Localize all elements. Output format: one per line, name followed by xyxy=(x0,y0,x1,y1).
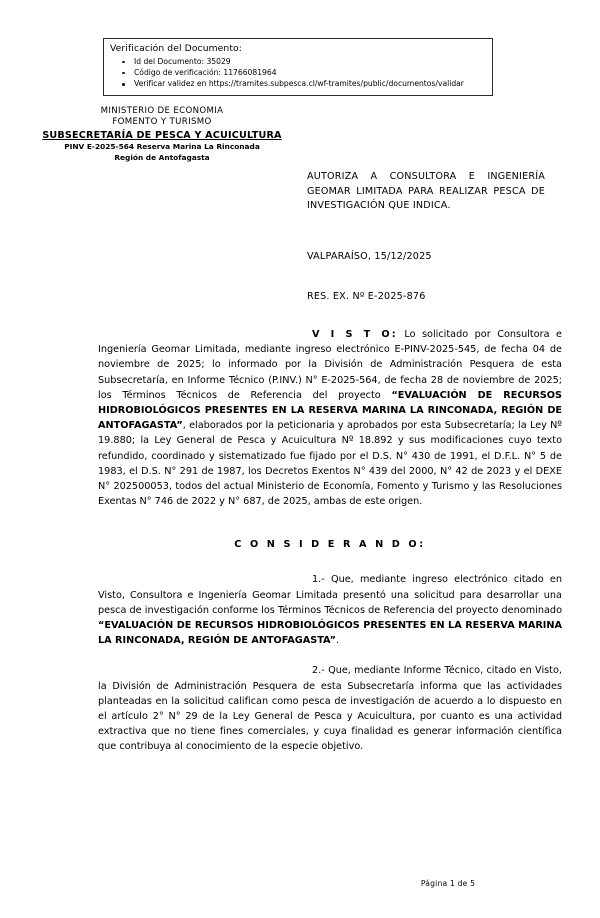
page-footer xyxy=(0,879,600,888)
considerando-2-number: 2.- xyxy=(312,665,325,677)
page-number-label: Página 1 de 5 xyxy=(420,879,476,888)
letterhead-ministry-line-1: MINISTERIO DE ECONOMIA xyxy=(100,106,224,116)
visto-label: V I S T O: xyxy=(312,329,398,340)
visto-project-title: “EVALUACIÓN DE RECURSOS HIDROBIOLÓGICOS PRESENTES EN LA RESERVA MARINA LA RINCONADA, REGIÓN DE ANTOFAGASTA” xyxy=(98,389,562,432)
document-body xyxy=(98,327,562,755)
considerando-heading: C O N S I D E R A N D O: xyxy=(234,539,426,551)
spacer-after-considerando xyxy=(98,550,562,572)
verification-list xyxy=(110,56,486,90)
document-subject: AUTORIZA A CONSULTORA E INGENIERÍA GEOMAR LIMITADA PARA REALIZAR PESCA DE INVESTIGACIÓN QUE INDICA. xyxy=(307,171,545,212)
verification-title: Verificación del Documento: xyxy=(110,43,242,54)
verification-item-code: Código de verificación: 11766081964 xyxy=(110,67,486,78)
considerando-1-text-part-2: . xyxy=(336,635,340,647)
letterhead-project-code: PINV E-2025-564 Reserva Marina La Rinconada xyxy=(64,142,260,152)
letterhead-ministry-line-2: FOMENTO Y TURISMO xyxy=(112,117,212,128)
considerando-1-project-title: “EVALUACIÓN DE RECURSOS HIDROBIOLÓGICOS PRESENTES EN LA RESERVA MARINA LA RINCONADA, REGIÓN DE ANTOFAGASTA” xyxy=(98,620,562,647)
spacer-before-considerando xyxy=(98,509,562,539)
spacer-between-items xyxy=(98,648,562,663)
visto-text-part-1: Lo solicitado por Consultora e Ingeniería Geomar Limitada, mediante ingreso electrónico E-PINV-2025-545, de fecha 04 de noviembre de 2025; lo informado por la División de Administración Pesquera de esta Subsecretaría, en Informe Técnico (P.INV.) N° E-2025-564, de fecha 28 de noviembre de 2025; los Términos Técnicos de Referencia del proyecto xyxy=(98,329,562,401)
verification-item-validation-url: Verificar validez en https://tramites.subpesca.cl/wf-tramites/public/documentos/validar xyxy=(110,78,486,89)
considerando-item-1 xyxy=(98,572,562,648)
verification-item-document-id: Id del Documento: 35029 xyxy=(110,56,486,67)
letterhead xyxy=(22,106,302,163)
letterhead-subsecretaria: SUBSECRETARÍA DE PESCA Y ACUICULTURA xyxy=(42,130,282,142)
resolution-number: RES. EX. Nº E-2025-876 xyxy=(307,291,426,302)
document-verification-box xyxy=(103,38,493,96)
visto-paragraph xyxy=(98,327,562,509)
place-and-date: VALPARAÍSO, 15/12/2025 xyxy=(307,251,432,262)
considerando-1-number: 1.- xyxy=(312,574,325,586)
letterhead-region: Región de Antofagasta xyxy=(114,152,210,162)
considerando-item-2 xyxy=(98,663,562,754)
visto-text-part-2: , elaborados por la peticionaria y aprobados por esta Subsecretaría; la Ley Nº 19.880; la Ley General de Pesca y Acuicultura Nº 18.892 y sus modificaciones cuyo texto refundido, coordinado y sistematizado fue fijado por el D.S. N° 430 de 1991, el D.F.L. N° 5 de 1983, el D.S. N° 291 de 1987, los Decretos Exentos N° 439 del 2000, N° 42 de 2023 y el DEXE N° 202500053, todos del actual Ministerio de Economía, Fomento y Turismo y las Resoluciones Exentas N° 746 de 2022 y N° 687, de 2025, ambas de este origen. xyxy=(98,420,562,508)
considerando-2-text: Que, mediante Informe Técnico, citado en Visto, la División de Administración Pesquera de esta Subsecretaría informa que las actividades planteadas en la solicitud califican como pesca de investigación de acuerdo a lo dispuesto en el artículo 2° N° 29 de la Ley General de Pesca y Acuicultura, por cuanto es una actividad extractiva que no tiene fines comerciales, y cuya finalidad es generar información científica que contribuya al conocimiento de la especie objetivo. xyxy=(98,665,562,753)
considerando-1-text-part-1: Que, mediante ingreso electrónico citado en Visto, Consultora e Ingeniería Geomar Limitada presentó una solicitud para desarrollar una pesca de investigación conforme los Términos Técnicos de Referencia del proyecto denominado xyxy=(98,574,562,616)
